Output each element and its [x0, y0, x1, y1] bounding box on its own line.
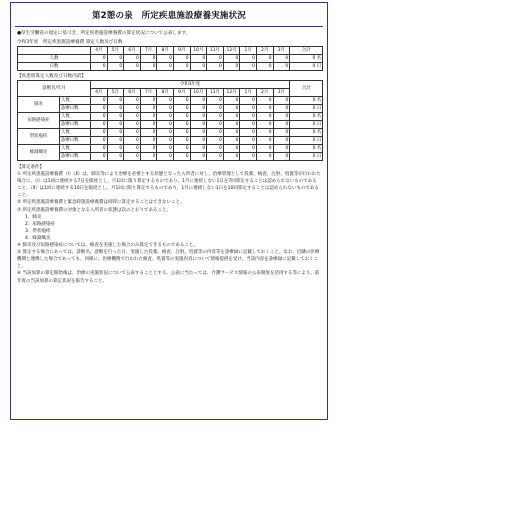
- month-value: 0: [107, 55, 124, 63]
- summary-header-row: [18, 47, 323, 55]
- month-value: 0: [157, 145, 174, 153]
- row-total: 0 名: [290, 113, 323, 121]
- row-label: 診療日数: [60, 153, 91, 161]
- month-value: 0: [207, 55, 224, 63]
- month-value: 0: [223, 105, 240, 113]
- month-value: 0: [207, 153, 224, 161]
- month-header: 1月: [240, 89, 257, 97]
- month-value: 0: [256, 97, 273, 105]
- row-label: 人数: [60, 97, 91, 105]
- month-header: 10月: [190, 89, 207, 97]
- row-label: 人数: [60, 145, 91, 153]
- month-value: 0: [91, 55, 108, 63]
- month-value: 0: [256, 137, 273, 145]
- month-value: 0: [157, 113, 174, 121]
- total-header: 合計: [290, 81, 323, 97]
- month-value: 0: [256, 145, 273, 153]
- conditions-notes: [17, 164, 321, 285]
- month-value: 0: [207, 105, 224, 113]
- month-value: 0: [91, 121, 108, 129]
- month-header: 12月: [223, 89, 240, 97]
- month-value: 0: [256, 121, 273, 129]
- note-1: ① 所定疾患施設療養費（Ⅰ）（Ⅱ）は、肺炎等により治療を必要とする状態となった入所者に対し、治療管理として投薬、検査、注射、処置等が行われた場合に、（Ⅰ）は1回に連続する7日を限度とし、月1回に限り算定するものであり、1月に連続しない1日を7回算定することは認められないものであること。（Ⅱ）は1回に連続する10日を限度とし、月1回に限り算定するものであり、1月に連続しない1日を10回算定することは認められないものであること。: [17, 172, 321, 199]
- month-value: 0: [157, 153, 174, 161]
- month-value: 0: [190, 63, 207, 71]
- month-value: 0: [107, 113, 124, 121]
- month-value: 0: [223, 63, 240, 71]
- month-value: 0: [207, 113, 224, 121]
- month-value: 0: [190, 55, 207, 63]
- month-header: 7月: [140, 47, 157, 55]
- month-header: 9月: [173, 47, 190, 55]
- row-total: 0 日: [290, 63, 323, 71]
- disease-name: 尿路感染症: [18, 113, 60, 129]
- condition-list-item: 4．蜂窩織炎: [25, 235, 51, 241]
- month-value: 0: [256, 63, 273, 71]
- month-header: 11月: [207, 89, 224, 97]
- month-value: 0: [223, 153, 240, 161]
- month-value: 0: [273, 97, 290, 105]
- month-value: 0: [157, 137, 174, 145]
- row-total: 0 名: [290, 129, 323, 137]
- month-value: 0: [140, 113, 157, 121]
- row-label: 人数: [60, 129, 91, 137]
- total-header: 合計: [290, 47, 323, 55]
- month-value: 0: [173, 105, 190, 113]
- month-value: 0: [140, 97, 157, 105]
- month-value: 0: [140, 63, 157, 71]
- month-value: 0: [157, 105, 174, 113]
- month-value: 0: [124, 137, 141, 145]
- month-value: 0: [190, 137, 207, 145]
- disease-row: [18, 137, 323, 145]
- month-value: 0: [91, 113, 108, 121]
- summary-row: [18, 55, 323, 63]
- month-value: 0: [273, 153, 290, 161]
- title-divider: [15, 26, 323, 27]
- month-value: 0: [91, 145, 108, 153]
- month-value: 0: [173, 97, 190, 105]
- month-value: 0: [256, 153, 273, 161]
- month-value: 0: [207, 97, 224, 105]
- month-value: 0: [107, 129, 124, 137]
- month-value: 0: [173, 121, 190, 129]
- note-2: ② 所定疾患施設療養費と緊急時施設療養費は同時に算定することはできないこと。: [17, 200, 185, 206]
- month-value: 0: [124, 97, 141, 105]
- month-value: 0: [223, 137, 240, 145]
- month-header: 3月: [273, 47, 290, 55]
- note-5: ⑤ 算定する場合にあっては、診断名、診断を行った日、実施した投薬、検査、注射、処置等の内容等を診療録に記載しておくこと。なお、近隣の医療機関と連携した場合であっても、同様に、医療機関で行われた検査、処置等の実施内容について情報提供を受け、当該内容を診療録に記載しておくこと。: [17, 250, 320, 270]
- month-value: 0: [173, 137, 190, 145]
- month-value: 0: [240, 113, 257, 121]
- month-value: 0: [124, 145, 141, 153]
- month-value: 0: [240, 55, 257, 63]
- row-label: 診療日数: [60, 137, 91, 145]
- note-3: ③ 所定疾患施設療養費の対象となる入所者の状態は次のとおりであること。: [17, 207, 171, 213]
- corner-cell: [18, 47, 91, 55]
- disease-row: [18, 105, 323, 113]
- month-value: 0: [173, 113, 190, 121]
- month-value: 0: [240, 121, 257, 129]
- row-total: 0 名: [290, 97, 323, 105]
- disease-row: [18, 97, 323, 105]
- month-value: 0: [173, 55, 190, 63]
- disease-row: [18, 153, 323, 161]
- month-value: 0: [140, 129, 157, 137]
- month-value: 0: [207, 145, 224, 153]
- month-value: 0: [157, 63, 174, 71]
- month-value: 0: [107, 145, 124, 153]
- month-header: 3月: [273, 89, 290, 97]
- condition-list-item: 3．帯状疱疹: [25, 228, 51, 234]
- month-value: 0: [124, 63, 141, 71]
- month-header: 2月: [256, 89, 273, 97]
- month-value: 0: [124, 153, 141, 161]
- month-header: 5月: [107, 47, 124, 55]
- month-value: 0: [91, 137, 108, 145]
- row-total: 0 名: [290, 55, 323, 63]
- month-header: 2月: [256, 47, 273, 55]
- month-header: 4月: [91, 47, 108, 55]
- month-value: 0: [157, 97, 174, 105]
- month-header: 11月: [207, 47, 224, 55]
- month-value: 0: [256, 55, 273, 63]
- summary-row: [18, 63, 323, 71]
- summary-table: [17, 46, 323, 71]
- intro-text: ●厚生労働省の規定に基づき、所定疾患施設療養費の算定状況について公表します。: [17, 31, 191, 36]
- disease-name: 帯状疱疹: [18, 129, 60, 145]
- month-value: 0: [240, 63, 257, 71]
- disease-table: [17, 80, 323, 161]
- month-value: 0: [124, 55, 141, 63]
- month-value: 0: [107, 137, 124, 145]
- month-value: 0: [140, 137, 157, 145]
- month-value: 0: [173, 145, 190, 153]
- month-header: 6月: [124, 47, 141, 55]
- month-header: 12月: [223, 47, 240, 55]
- month-value: 0: [173, 129, 190, 137]
- row-total: 0 日: [290, 153, 323, 161]
- disease-name: 肺炎: [18, 97, 60, 113]
- month-value: 0: [173, 153, 190, 161]
- document-page: [10, 2, 328, 420]
- row-total: 0 名: [290, 145, 323, 153]
- month-value: 0: [256, 113, 273, 121]
- month-value: 0: [273, 113, 290, 121]
- disease-row: [18, 145, 323, 153]
- month-value: 0: [273, 121, 290, 129]
- month-header: 8月: [157, 89, 174, 97]
- row-total: 0 日: [290, 137, 323, 145]
- month-header: 6月: [124, 89, 141, 97]
- note-6: ⑥ 当該加算の算定開始後は、治療の実施状況について公表することとする。公表に当たっては、介護サービス情報の公表制度を活用する等により、前年度の当該加算の算定状況を報告すること。: [17, 271, 320, 284]
- row-label: 人数: [18, 55, 91, 63]
- month-value: 0: [107, 63, 124, 71]
- disease-name: 蜂窩織炎: [18, 145, 60, 161]
- month-value: 0: [190, 105, 207, 113]
- row-label: 診療日数: [60, 121, 91, 129]
- month-value: 0: [91, 129, 108, 137]
- disease-row: [18, 129, 323, 137]
- page-title: 第2憩の泉 所定疾患施設療養実施状況: [91, 11, 247, 21]
- month-value: 0: [273, 55, 290, 63]
- month-value: 0: [91, 97, 108, 105]
- month-value: 0: [207, 63, 224, 71]
- month-value: 0: [240, 137, 257, 145]
- month-value: 0: [124, 105, 141, 113]
- month-value: 0: [190, 113, 207, 121]
- month-value: 0: [124, 129, 141, 137]
- month-value: 0: [107, 97, 124, 105]
- month-value: 0: [157, 129, 174, 137]
- month-value: 0: [140, 145, 157, 153]
- month-value: 0: [207, 121, 224, 129]
- month-value: 0: [190, 97, 207, 105]
- month-value: 0: [190, 153, 207, 161]
- disease-row: [18, 113, 323, 121]
- month-value: 0: [223, 55, 240, 63]
- month-value: 0: [190, 129, 207, 137]
- row-label: 日数: [18, 63, 91, 71]
- month-value: 0: [91, 63, 108, 71]
- row-label: 診療日数: [60, 105, 91, 113]
- month-value: 0: [273, 63, 290, 71]
- month-value: 0: [140, 121, 157, 129]
- disease-header-row: [18, 81, 323, 89]
- month-value: 0: [207, 129, 224, 137]
- month-header: 7月: [140, 89, 157, 97]
- month-value: 0: [91, 105, 108, 113]
- month-value: 0: [273, 145, 290, 153]
- month-value: 0: [107, 153, 124, 161]
- month-value: 0: [190, 121, 207, 129]
- month-header: 1月: [240, 47, 257, 55]
- month-header: 5月: [107, 89, 124, 97]
- month-value: 0: [140, 55, 157, 63]
- month-value: 0: [273, 105, 290, 113]
- month-value: 0: [273, 129, 290, 137]
- month-value: 0: [240, 129, 257, 137]
- section2-caption: 【疾患別算定人数及び日数内訳】: [17, 74, 86, 79]
- month-value: 0: [107, 121, 124, 129]
- month-value: 0: [173, 63, 190, 71]
- month-value: 0: [240, 97, 257, 105]
- month-header: 10月: [190, 47, 207, 55]
- diagnosis-header: 診断名/年月: [18, 81, 91, 97]
- month-header: 9月: [173, 89, 190, 97]
- row-label: 人数: [60, 113, 91, 121]
- month-value: 0: [223, 97, 240, 105]
- month-header: 4月: [91, 89, 108, 97]
- month-value: 0: [223, 129, 240, 137]
- month-value: 0: [207, 137, 224, 145]
- month-value: 0: [124, 121, 141, 129]
- month-value: 0: [91, 153, 108, 161]
- month-value: 0: [256, 129, 273, 137]
- month-value: 0: [273, 137, 290, 145]
- month-value: 0: [140, 153, 157, 161]
- month-value: 0: [223, 121, 240, 129]
- month-value: 0: [223, 145, 240, 153]
- month-value: 0: [157, 55, 174, 63]
- month-value: 0: [157, 121, 174, 129]
- month-value: 0: [240, 105, 257, 113]
- month-value: 0: [140, 105, 157, 113]
- notes-heading: 【算定条件】: [17, 165, 44, 170]
- note-4: ④ 肺炎及び尿路感染症については、検査を実施した場合のみ算定できるものであること。: [17, 243, 198, 249]
- condition-list-item: 1．肺炎: [25, 214, 42, 220]
- month-value: 0: [190, 145, 207, 153]
- month-value: 0: [240, 153, 257, 161]
- month-value: 0: [223, 113, 240, 121]
- row-total: 0 日: [290, 121, 323, 129]
- month-value: 0: [240, 145, 257, 153]
- month-value: 0: [256, 105, 273, 113]
- section1-caption: 令和3年度 所定疾患施設療養費 算定人数及び日数: [17, 40, 123, 45]
- disease-row: [18, 121, 323, 129]
- month-value: 0: [107, 105, 124, 113]
- month-header: 8月: [157, 47, 174, 55]
- month-value: 0: [124, 113, 141, 121]
- condition-list-item: 2．尿路感染症: [25, 221, 55, 227]
- year-header: 令和3年度: [91, 81, 290, 89]
- row-total: 0 日: [290, 105, 323, 113]
